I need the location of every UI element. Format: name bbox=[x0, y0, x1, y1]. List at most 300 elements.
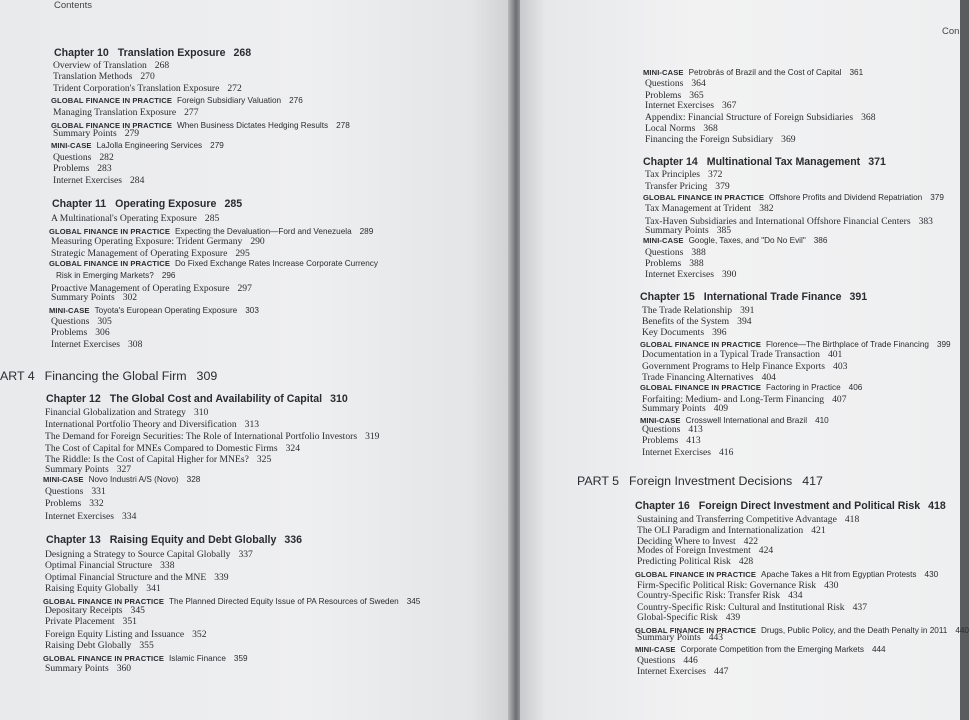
running-head-left: Contents bbox=[54, 0, 93, 11]
page-number: 283 bbox=[97, 163, 112, 174]
page-number: 379 bbox=[715, 181, 730, 192]
page-number: 327 bbox=[116, 464, 132, 475]
right-toc-entry-line bbox=[637, 545, 773, 556]
left-toc-gfp-line bbox=[43, 654, 248, 663]
entry-title: Financing the Global Firm bbox=[44, 369, 187, 383]
entry-title: Summary Points bbox=[45, 663, 109, 674]
right-toc-entry-line bbox=[645, 258, 704, 269]
left-toc-gfp-line bbox=[49, 227, 373, 236]
right-toc-entry-line bbox=[645, 269, 736, 280]
right-toc-entry-line bbox=[645, 247, 706, 258]
left-toc-entry-line bbox=[53, 83, 242, 94]
page-number: 328 bbox=[186, 475, 201, 484]
page-number: 424 bbox=[758, 545, 774, 556]
right-toc-entry-line bbox=[637, 514, 859, 525]
left-toc-entry-line bbox=[51, 316, 112, 327]
entry-title: Offshore Profits and Dividend Repatriation bbox=[769, 193, 923, 202]
page-number: 279 bbox=[210, 141, 224, 150]
right-toc-gfp-line bbox=[640, 383, 862, 392]
page-number: 319 bbox=[365, 431, 380, 442]
page-number: 416 bbox=[719, 447, 734, 458]
entry-title: Questions bbox=[637, 655, 676, 666]
entry-title: Internet Exercises bbox=[53, 175, 122, 186]
entry-title: Apache Takes a Hit from Egyptian Protests bbox=[761, 570, 917, 579]
page-number: 305 bbox=[97, 316, 112, 327]
entry-title: Risk in Emerging Markets? bbox=[56, 271, 154, 280]
right-toc-entry-line bbox=[645, 225, 731, 236]
entry-title: Overview of Translation bbox=[53, 60, 147, 71]
page-number: 430 bbox=[824, 580, 839, 591]
page-number: 388 bbox=[691, 247, 706, 258]
left-toc-chapter-line bbox=[46, 393, 348, 405]
left-toc-entry-line bbox=[51, 339, 142, 350]
entry-title: Expecting the Devaluation—Ford and Venezuela bbox=[175, 227, 352, 236]
entry-title: Measuring Operating Exposure: Trident Germany bbox=[51, 236, 243, 247]
entry-label: GLOBAL FINANCE IN PRACTICE bbox=[643, 193, 765, 202]
left-toc-entry-line bbox=[45, 663, 131, 674]
page-number: 285 bbox=[224, 198, 243, 210]
entry-title: Proactive Management of Operating Exposure bbox=[51, 283, 230, 294]
page-number: 282 bbox=[99, 152, 114, 163]
entry-title: Documentation in a Typical Trade Transaction bbox=[642, 349, 820, 360]
page-number: 394 bbox=[737, 316, 752, 327]
entry-title: Strategic Management of Operating Exposure bbox=[51, 248, 228, 259]
page-number: 313 bbox=[244, 419, 260, 430]
page-number: 386 bbox=[813, 236, 828, 245]
page-number: 391 bbox=[849, 291, 868, 303]
entry-title: International Portfolio Theory and Diversification bbox=[45, 419, 237, 430]
entry-title: Depositary Receipts bbox=[45, 605, 123, 616]
right-toc-gfp-line bbox=[643, 193, 944, 202]
left-toc-entry-line bbox=[45, 629, 206, 640]
page-number: 345 bbox=[130, 605, 145, 616]
entry-title: Firm-Specific Political Risk: Governance Risk bbox=[637, 580, 817, 591]
running-head-right: Con bbox=[942, 26, 960, 37]
entry-title: Do Fixed Exchange Rates Increase Corporate Currency bbox=[175, 259, 378, 268]
entry-title: Florence—The Birthplace of Trade Financing bbox=[766, 340, 929, 349]
entry-title: Forfaiting: Medium- and Long-Term Financing bbox=[642, 394, 825, 405]
page-number: 364 bbox=[691, 78, 706, 89]
left-toc-entry-line bbox=[53, 128, 139, 139]
right-toc-entry-line bbox=[642, 372, 776, 383]
page-number: 310 bbox=[330, 393, 348, 405]
entry-title: Petrobrás of Brazil and the Cost of Capital bbox=[688, 68, 842, 77]
entry-label: GLOBAL FINANCE IN PRACTICE bbox=[640, 383, 762, 392]
page-number: 268 bbox=[154, 60, 170, 71]
entry-title: The Global Cost and Availability of Capital bbox=[109, 393, 323, 405]
entry-label: GLOBAL FINANCE IN PRACTICE bbox=[49, 227, 171, 236]
page-number: 279 bbox=[124, 128, 140, 139]
page-number: 332 bbox=[89, 498, 104, 509]
entry-title: Novo Industri A/S (Novo) bbox=[88, 475, 179, 484]
right-toc-gfp-line bbox=[640, 340, 951, 349]
left-toc-entry-line bbox=[45, 443, 300, 454]
entry-label: GLOBAL FINANCE IN PRACTICE bbox=[49, 259, 171, 268]
page-number: 278 bbox=[336, 121, 350, 130]
right-toc-entry-line bbox=[642, 349, 842, 360]
entry-title: Financial Globalization and Strategy bbox=[45, 407, 186, 418]
left-toc-entry-line bbox=[53, 71, 155, 82]
entry-title: Foreign Equity Listing and Issuance bbox=[45, 629, 185, 640]
page-number: 417 bbox=[802, 474, 823, 488]
left-toc-entry-line bbox=[45, 560, 175, 571]
entry-label: MINI-CASE bbox=[49, 306, 90, 315]
entry-title: Deciding Where to Invest bbox=[637, 536, 736, 547]
page-number: 296 bbox=[161, 271, 176, 280]
page-number: 388 bbox=[689, 258, 704, 269]
page-number: 272 bbox=[227, 83, 242, 94]
right-toc-entry-line bbox=[642, 435, 701, 446]
entry-label: GLOBAL FINANCE IN PRACTICE bbox=[635, 626, 757, 635]
entry-title: International Trade Finance bbox=[703, 291, 842, 303]
page-number: 371 bbox=[868, 156, 886, 168]
entry-label: GLOBAL FINANCE IN PRACTICE bbox=[51, 96, 173, 105]
entry-label: ART 4 bbox=[0, 369, 35, 383]
page-number: 338 bbox=[160, 560, 175, 571]
page-number: 418 bbox=[844, 514, 860, 525]
entry-title: The Riddle: Is the Cost of Capital Higher for MNEs? bbox=[45, 454, 249, 465]
right-toc-entry-line bbox=[642, 361, 847, 372]
entry-label: Chapter 15 bbox=[640, 291, 695, 303]
page-number: 345 bbox=[406, 597, 421, 606]
entry-title: Operating Exposure bbox=[115, 198, 217, 210]
entry-title: Financing the Foreign Subsidiary bbox=[645, 134, 774, 145]
right-toc-chapter-line bbox=[640, 291, 867, 303]
page-number: 336 bbox=[284, 534, 303, 546]
left-toc-entry-line bbox=[45, 616, 137, 627]
right-toc-gfp-line bbox=[643, 68, 863, 77]
page-number: 382 bbox=[759, 203, 774, 214]
page-number: 341 bbox=[146, 583, 161, 594]
right-toc-entry-line bbox=[637, 525, 826, 536]
entry-title: Problems bbox=[645, 90, 682, 101]
left-toc-entry-line bbox=[45, 511, 136, 522]
page-number: 268 bbox=[233, 47, 252, 59]
right-toc-entry-line bbox=[645, 123, 718, 134]
page-number: 285 bbox=[204, 213, 220, 224]
entry-label: Chapter 10 bbox=[54, 47, 109, 59]
right-toc-entry-line bbox=[642, 403, 728, 414]
right-toc-entry-line bbox=[637, 612, 740, 623]
page-number: 379 bbox=[930, 193, 944, 202]
page-number: 324 bbox=[285, 443, 301, 454]
entry-label: GLOBAL FINANCE IN PRACTICE bbox=[43, 597, 165, 606]
entry-label: GLOBAL FINANCE IN PRACTICE bbox=[635, 570, 757, 579]
page-number: 437 bbox=[852, 602, 867, 613]
left-toc-gfp-line bbox=[43, 475, 200, 484]
entry-title: Optimal Financial Structure bbox=[45, 560, 153, 571]
page-number: 270 bbox=[140, 71, 155, 82]
entry-title: Raising Debt Globally bbox=[45, 640, 132, 651]
page-number: 351 bbox=[122, 616, 137, 627]
entry-title: Summary Points bbox=[53, 128, 117, 139]
page-number: 404 bbox=[761, 372, 776, 383]
entry-title: Internet Exercises bbox=[637, 666, 706, 677]
page-number: 418 bbox=[928, 500, 946, 512]
entry-title: Modes of Foreign Investment bbox=[637, 545, 751, 556]
page-number: 444 bbox=[871, 645, 886, 654]
right-toc-entry-line bbox=[642, 447, 733, 458]
left-toc-entry-line bbox=[45, 583, 161, 594]
page-number: 337 bbox=[238, 549, 253, 560]
entry-title: Foreign Investment Decisions bbox=[629, 474, 793, 488]
entry-label: MINI-CASE bbox=[643, 68, 684, 77]
page-number: 428 bbox=[738, 556, 754, 567]
entry-title: The Demand for Foreign Securities: The Role of International Portfolio Investors bbox=[45, 431, 358, 442]
entry-title: Problems bbox=[51, 327, 88, 338]
page-number: 401 bbox=[827, 349, 843, 360]
entry-title: Internet Exercises bbox=[645, 100, 714, 111]
page-number: 413 bbox=[686, 435, 701, 446]
left-toc-entry-line bbox=[53, 175, 144, 186]
right-toc-gfp-line bbox=[635, 570, 938, 579]
page-number: 439 bbox=[725, 612, 741, 623]
entry-label: MINI-CASE bbox=[51, 141, 92, 150]
left-toc-gfp-line bbox=[49, 306, 259, 315]
left-toc-chapter-line bbox=[46, 534, 302, 546]
page-number: 334 bbox=[122, 511, 137, 522]
right-toc-entry-line bbox=[642, 327, 726, 338]
entry-title: Questions bbox=[51, 316, 90, 327]
entry-title: When Business Dictates Hedging Results bbox=[177, 121, 329, 130]
entry-title: Global-Specific Risk bbox=[637, 612, 718, 623]
page-number: 361 bbox=[849, 68, 864, 77]
entry-title: Corporate Competition from the Emerging Markets bbox=[680, 645, 864, 654]
entry-label: Chapter 12 bbox=[46, 393, 101, 405]
page-number: 302 bbox=[122, 292, 138, 303]
entry-title: Toyota's European Operating Exposure bbox=[94, 306, 238, 315]
entry-title: Questions bbox=[45, 486, 84, 497]
entry-title: Problems bbox=[45, 498, 82, 509]
entry-title: Summary Points bbox=[637, 632, 701, 643]
entry-title: Trident Corporation's Translation Exposure bbox=[53, 83, 220, 94]
right-toc-entry-line bbox=[645, 112, 876, 123]
left-toc-entry-line bbox=[51, 248, 250, 259]
page-number: 355 bbox=[139, 640, 154, 651]
page-number: 407 bbox=[832, 394, 847, 405]
page-number: 372 bbox=[708, 169, 723, 180]
entry-title: The Cost of Capital for MNEs Compared to Domestic Firms bbox=[45, 443, 278, 454]
page-number: 352 bbox=[192, 629, 207, 640]
left-toc-gfp-line bbox=[51, 141, 224, 150]
left-toc-chapter-line bbox=[54, 47, 251, 59]
page-number: 295 bbox=[235, 248, 250, 259]
entry-title: Google, Taxes, and "Do No Evil" bbox=[688, 236, 806, 245]
entry-title: Country-Specific Risk: Transfer Risk bbox=[637, 590, 781, 601]
right-toc-entry-line bbox=[637, 632, 723, 643]
entry-label: Chapter 16 bbox=[635, 500, 690, 512]
entry-title: Internet Exercises bbox=[645, 269, 714, 280]
left-toc-entry-line bbox=[51, 292, 137, 303]
right-toc-gfp-line bbox=[635, 645, 886, 654]
page-number: 290 bbox=[250, 236, 265, 247]
entry-title: Raising Equity and Debt Globally bbox=[109, 534, 277, 546]
entry-title: Foreign Direct Investment and Political Risk bbox=[698, 500, 921, 512]
entry-title: Managing Translation Exposure bbox=[53, 107, 177, 118]
entry-title: Appendix: Financial Structure of Foreign Subsidiaries bbox=[645, 112, 854, 123]
left-toc-entry-line bbox=[53, 152, 114, 163]
page-number: 360 bbox=[116, 663, 132, 674]
right-toc-entry-line bbox=[645, 203, 774, 214]
entry-title: Optimal Financial Structure and the MNE bbox=[45, 572, 207, 583]
left-toc-entry-line bbox=[45, 431, 379, 442]
right-toc-entry-line bbox=[642, 316, 752, 327]
left-toc-entry-line bbox=[45, 486, 106, 497]
left-toc-entry-line bbox=[45, 498, 104, 509]
page-number: 430 bbox=[924, 570, 939, 579]
entry-title: Internet Exercises bbox=[45, 511, 114, 522]
page-number: 365 bbox=[689, 90, 704, 101]
entry-title: Tax Principles bbox=[645, 169, 701, 180]
page-number: 306 bbox=[95, 327, 110, 338]
page-number: 297 bbox=[237, 283, 252, 294]
entry-title: Designing a Strategy to Source Capital Globally bbox=[45, 549, 231, 560]
entry-title: Local Norms bbox=[645, 123, 696, 134]
page-number: 339 bbox=[214, 572, 229, 583]
entry-title: Private Placement bbox=[45, 616, 115, 627]
left-toc-entry-line bbox=[45, 419, 259, 430]
left-toc-entry-line bbox=[45, 605, 145, 616]
entry-label: MINI-CASE bbox=[643, 236, 684, 245]
entry-title: Factoring in Practice bbox=[766, 383, 841, 392]
entry-title: Questions bbox=[645, 78, 684, 89]
left-toc-entry-line bbox=[45, 572, 229, 583]
page-number: 325 bbox=[256, 454, 272, 465]
page-number: 399 bbox=[936, 340, 951, 349]
page-number: 440 bbox=[955, 626, 969, 635]
entry-title: The Trade Relationship bbox=[642, 305, 733, 316]
page-number: 368 bbox=[703, 123, 718, 134]
page-number: 369 bbox=[781, 134, 796, 145]
entry-title: Summary Points bbox=[642, 403, 706, 414]
page-number: 310 bbox=[193, 407, 209, 418]
right-toc-entry-line bbox=[645, 78, 706, 89]
entry-title: Islamic Finance bbox=[169, 654, 226, 663]
entry-title: Tax Management at Trident bbox=[645, 203, 752, 214]
entry-label: MINI-CASE bbox=[640, 416, 681, 425]
page-number: 421 bbox=[811, 525, 826, 536]
entry-title: Questions bbox=[642, 424, 681, 435]
right-toc-chapter-line bbox=[643, 156, 886, 168]
page-number: 443 bbox=[708, 632, 724, 643]
entry-label: MINI-CASE bbox=[43, 475, 84, 484]
entry-label: GLOBAL FINANCE IN PRACTICE bbox=[640, 340, 762, 349]
entry-title: Sustaining and Transferring Competitive Advantage bbox=[637, 514, 837, 525]
page-number: 446 bbox=[683, 655, 698, 666]
entry-title: Transfer Pricing bbox=[645, 181, 708, 192]
page-number: 284 bbox=[130, 175, 145, 186]
page-number: 277 bbox=[184, 107, 199, 118]
left-toc-entry-line bbox=[53, 163, 112, 174]
page-number: 434 bbox=[788, 590, 803, 601]
page-number: 413 bbox=[688, 424, 703, 435]
left-toc-gfp-line bbox=[51, 96, 303, 105]
entry-title: Summary Points bbox=[45, 464, 109, 475]
page-number: 359 bbox=[233, 654, 248, 663]
entry-label: Chapter 13 bbox=[46, 534, 101, 546]
left-toc-gfp-line bbox=[49, 259, 378, 268]
entry-title: Raising Equity Globally bbox=[45, 583, 139, 594]
entry-title: Problems bbox=[642, 435, 679, 446]
page-number: 367 bbox=[722, 100, 737, 111]
page-number: 331 bbox=[91, 486, 106, 497]
right-toc-part-line bbox=[577, 474, 823, 488]
entry-title: Drugs, Public Policy, and the Death Penalty in 2011 bbox=[761, 626, 948, 635]
entry-title: LaJolla Engineering Services bbox=[96, 141, 203, 150]
entry-title: Summary Points bbox=[645, 225, 709, 236]
entry-title: Country-Specific Risk: Cultural and Institutional Risk bbox=[637, 602, 845, 613]
entry-title: Crosswell International and Brazil bbox=[685, 416, 808, 425]
page-number: 303 bbox=[245, 306, 259, 315]
entry-label: Chapter 14 bbox=[643, 156, 698, 168]
right-toc-chapter-line bbox=[635, 500, 946, 512]
page-number: 422 bbox=[743, 536, 759, 547]
entry-title: Translation Exposure bbox=[117, 47, 226, 59]
entry-label: Chapter 11 bbox=[52, 198, 107, 210]
left-toc-entry-line bbox=[45, 407, 208, 418]
left-toc-part-line bbox=[0, 369, 217, 383]
entry-title: Benefits of the System bbox=[642, 316, 730, 327]
right-toc-entry-line bbox=[642, 424, 703, 435]
entry-title: Internet Exercises bbox=[51, 339, 120, 350]
page-number: 447 bbox=[714, 666, 729, 677]
entry-title: Multinational Tax Management bbox=[706, 156, 861, 168]
left-toc-entry-line bbox=[45, 640, 154, 651]
right-toc-entry-line bbox=[637, 556, 753, 567]
entry-title: A Multinational's Operating Exposure bbox=[51, 213, 197, 224]
page-number: 409 bbox=[713, 403, 729, 414]
page-number: 385 bbox=[716, 225, 732, 236]
entry-label: PART 5 bbox=[577, 474, 620, 488]
right-toc-entry-line bbox=[637, 655, 698, 666]
left-toc-entry-line bbox=[45, 464, 131, 475]
entry-title: Key Documents bbox=[642, 327, 705, 338]
entry-title: The OLI Paradigm and Internationalization bbox=[637, 525, 804, 536]
right-toc-entry-line bbox=[637, 590, 803, 601]
left-toc-entry-line bbox=[53, 107, 199, 118]
right-toc-entry-line bbox=[645, 169, 722, 180]
right-toc-entry-line bbox=[637, 666, 728, 677]
left-toc-entry-line bbox=[53, 60, 169, 71]
page-number: 289 bbox=[359, 227, 374, 236]
page-number: 309 bbox=[196, 369, 218, 383]
left-toc-entry-line bbox=[51, 236, 265, 247]
entry-title: Translation Methods bbox=[53, 71, 133, 82]
entry-title: Trade Financing Alternatives bbox=[642, 372, 754, 383]
page-number: 276 bbox=[289, 96, 303, 105]
right-toc-entry-line bbox=[645, 181, 730, 192]
entry-title: Questions bbox=[645, 247, 684, 258]
right-toc-gfp-line bbox=[643, 236, 827, 245]
left-toc-entry-line bbox=[51, 327, 110, 338]
entry-label: GLOBAL FINANCE IN PRACTICE bbox=[51, 121, 173, 130]
entry-title: The Planned Directed Equity Issue of PA Resources of Sweden bbox=[169, 597, 399, 606]
page-number: 406 bbox=[848, 383, 863, 392]
left-toc-entry-line bbox=[51, 213, 219, 224]
entry-title: Problems bbox=[53, 163, 90, 174]
entry-label: GLOBAL FINANCE IN PRACTICE bbox=[43, 654, 165, 663]
page-number: 383 bbox=[918, 216, 933, 227]
page-number: 390 bbox=[722, 269, 737, 280]
right-toc-entry-line bbox=[642, 305, 754, 316]
entry-title: Tax-Haven Subsidiaries and International Offshore Financial Centers bbox=[645, 216, 911, 227]
entry-title: Problems bbox=[645, 258, 682, 269]
right-toc-entry-line bbox=[645, 134, 796, 145]
page-number: 410 bbox=[815, 416, 829, 425]
left-toc-entry-line bbox=[45, 549, 253, 560]
right-toc-entry-line bbox=[645, 100, 736, 111]
page-number: 396 bbox=[712, 327, 727, 338]
